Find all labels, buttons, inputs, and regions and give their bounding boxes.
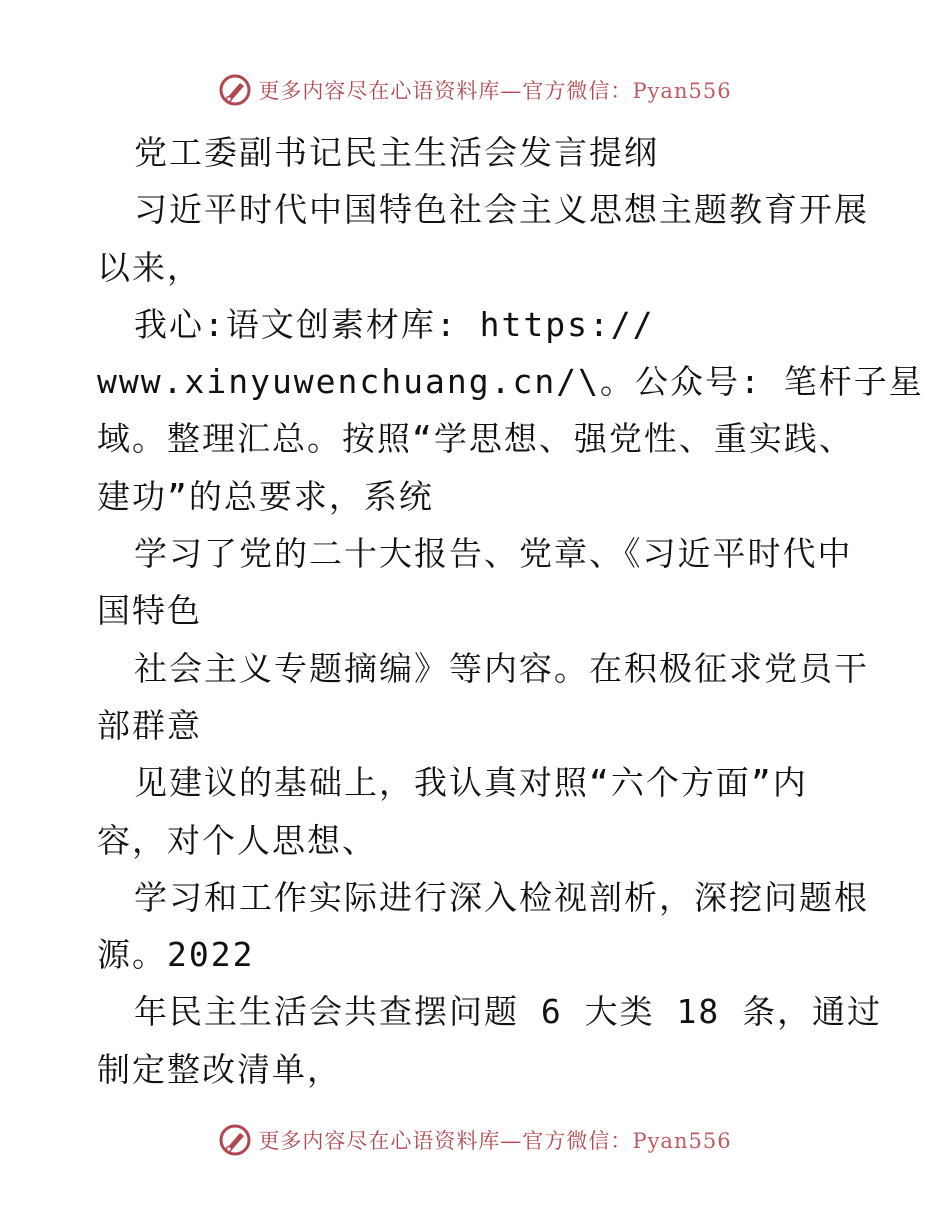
document-title: 党工委副书记民主生活会发言提纲 [134,133,659,172]
paragraph-line: 域。整理汇总。按照“学思想、强党性、重实践、 [97,419,854,459]
paragraph-line: 学习和工作实际进行深入检视剖析，深挖问题根 [134,877,869,917]
paragraph-line: 习近平时代中国特色社会主义思想主题教育开展 [134,190,869,230]
footer-wechat-id: Pyan556 [632,1129,732,1153]
paragraph-line: 容，对个人思想、 [97,820,377,860]
header-watermark-banner [0,70,950,110]
paragraph-line: 以来， [97,247,202,287]
header-watermark-text: 更多内容尽在心语资料库—官方微信：Pyan556 [258,79,732,103]
paragraph-line: 国特色 [97,591,202,631]
paragraph-line: 社会主义专题摘编》等内容。在积极征求党员干 [134,648,869,688]
pen-logo-icon [218,1123,252,1157]
footer-watermark-banner [0,1120,950,1160]
paragraph-line: 部群意 [97,705,202,745]
header-wechat-id: Pyan556 [632,79,732,103]
paragraph-line: 建功”的总要求，系统 [97,476,434,516]
paragraph-line: www.xinyuwenchuang.cn/\。公众号: 笔杆子星 [97,362,924,402]
paragraph-line: 制定整改清单， [97,1049,342,1089]
paragraph-line: 源。2022 [97,935,255,975]
footer-watermark-text: 更多内容尽在心语资料库—官方微信：Pyan556 [258,1129,732,1153]
paragraph-line: 学习了党的二十大报告、党章、《习近平时代中 [134,534,853,574]
paragraph-line: 年民主生活会共查摆问题 6 大类 18 条，通过 [134,992,883,1032]
pen-logo-icon [218,73,252,107]
paragraph-line: 见建议的基础上，我认真对照“六个方面”内 [134,763,808,803]
document-body [97,124,924,1098]
paragraph-line: 我心:语文创素材库: https:// [134,304,655,344]
